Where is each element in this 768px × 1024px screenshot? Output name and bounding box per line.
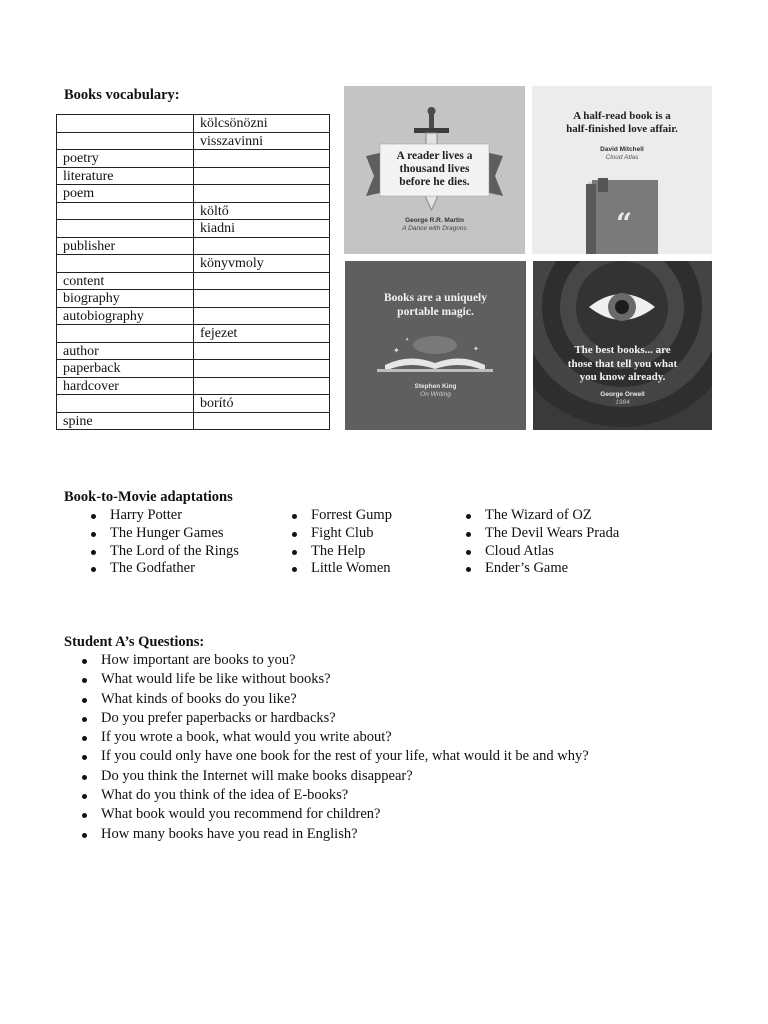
hungarian-cell bbox=[194, 290, 330, 308]
list-item: Harry Potter bbox=[91, 507, 239, 525]
quote-source: Cloud Atlas bbox=[605, 154, 639, 161]
list-item: The Lord of the Rings bbox=[91, 543, 239, 561]
hungarian-cell: költő bbox=[194, 202, 330, 220]
open-book-icon bbox=[345, 261, 526, 430]
quote-source: On Writing bbox=[420, 391, 451, 398]
question-item: How many books have you read in English? bbox=[82, 825, 589, 844]
quote-line-3: you know already. bbox=[579, 371, 666, 383]
adaptations-column-3 bbox=[466, 507, 619, 578]
english-cell bbox=[57, 132, 194, 150]
quote-line-2: those that tell you what bbox=[567, 357, 678, 370]
table-row bbox=[57, 255, 330, 273]
english-cell bbox=[57, 325, 194, 343]
table-row bbox=[57, 185, 330, 203]
question-item: How important are books to you? bbox=[82, 651, 589, 670]
table-row bbox=[57, 132, 330, 150]
list-item: The Devil Wears Prada bbox=[466, 525, 619, 543]
hungarian-cell bbox=[194, 342, 330, 360]
table-row bbox=[57, 115, 330, 133]
question-item: What do you think of the idea of E-books? bbox=[82, 786, 589, 805]
book-icon bbox=[532, 86, 712, 254]
list-item: The Godfather bbox=[91, 560, 239, 578]
table-row bbox=[57, 290, 330, 308]
english-cell bbox=[57, 115, 194, 133]
table-row bbox=[57, 237, 330, 255]
question-item: Do you think the Internet will make books disappear? bbox=[82, 767, 589, 786]
table-row bbox=[57, 167, 330, 185]
vocabulary-table bbox=[56, 114, 330, 430]
hungarian-cell: könyvmoly bbox=[194, 255, 330, 273]
quote-author: David Mitchell bbox=[600, 146, 644, 153]
question-item: If you could only have one book for the rest of your life, what would it be and why? bbox=[82, 747, 589, 766]
english-cell: poem bbox=[57, 185, 194, 203]
quote-author: George Orwell bbox=[600, 391, 645, 398]
english-cell: biography bbox=[57, 290, 194, 308]
list-item: Ender’s Game bbox=[466, 560, 619, 578]
hungarian-cell: kiadni bbox=[194, 220, 330, 238]
adaptations-column-1 bbox=[91, 507, 239, 578]
quote-line-1: A half-read book is a bbox=[573, 110, 671, 122]
table-row bbox=[57, 272, 330, 290]
svg-text:“: “ bbox=[615, 207, 633, 240]
english-cell: publisher bbox=[57, 237, 194, 255]
hungarian-cell bbox=[194, 237, 330, 255]
hungarian-cell bbox=[194, 360, 330, 378]
list-item: Fight Club bbox=[292, 525, 392, 543]
quote-card-mitchell bbox=[532, 86, 712, 254]
table-row bbox=[57, 360, 330, 378]
adaptations-title: Book-to-Movie adaptations bbox=[64, 489, 233, 505]
quote-line-1: A reader lives a bbox=[396, 150, 473, 162]
hungarian-cell: kölcsönözni bbox=[194, 115, 330, 133]
english-cell bbox=[57, 395, 194, 413]
english-cell: spine bbox=[57, 412, 194, 430]
questions-title: Student A’s Questions: bbox=[64, 634, 205, 650]
table-row bbox=[57, 325, 330, 343]
table-row bbox=[57, 412, 330, 430]
svg-text:✦: ✦ bbox=[393, 346, 400, 355]
english-cell bbox=[57, 255, 194, 273]
quote-source: 1984 bbox=[615, 399, 630, 406]
table-row bbox=[57, 342, 330, 360]
table-row bbox=[57, 202, 330, 220]
question-item: What kinds of books do you like? bbox=[82, 690, 589, 709]
list-item: The Hunger Games bbox=[91, 525, 239, 543]
quote-author: George R.R. Martin bbox=[405, 217, 464, 224]
english-cell bbox=[57, 202, 194, 220]
list-item: The Wizard of OZ bbox=[466, 507, 619, 525]
vocabulary-title: Books vocabulary: bbox=[64, 87, 180, 103]
english-cell: literature bbox=[57, 167, 194, 185]
list-item: Little Women bbox=[292, 560, 392, 578]
hungarian-cell bbox=[194, 412, 330, 430]
english-cell: paperback bbox=[57, 360, 194, 378]
quote-line-1: Books are a uniquely bbox=[384, 292, 487, 304]
english-cell: hardcover bbox=[57, 377, 194, 395]
quote-card-king bbox=[345, 261, 526, 430]
english-cell: author bbox=[57, 342, 194, 360]
quote-card-orwell bbox=[533, 261, 712, 430]
quote-card-martin bbox=[344, 86, 525, 254]
list-item: Cloud Atlas bbox=[466, 543, 619, 561]
questions-list bbox=[82, 651, 589, 844]
table-row bbox=[57, 377, 330, 395]
english-cell: autobiography bbox=[57, 307, 194, 325]
hungarian-cell: borító bbox=[194, 395, 330, 413]
quote-line-3: before he dies. bbox=[399, 176, 470, 188]
question-item: Do you prefer paperbacks or hardbacks? bbox=[82, 709, 589, 728]
quote-line-1: The best books... are bbox=[574, 344, 671, 356]
english-cell bbox=[57, 220, 194, 238]
list-item: The Help bbox=[292, 543, 392, 561]
hungarian-cell bbox=[194, 167, 330, 185]
table-row bbox=[57, 395, 330, 413]
quote-line-2: thousand lives bbox=[399, 163, 470, 175]
svg-text:✦: ✦ bbox=[405, 337, 410, 343]
list-item: Forrest Gump bbox=[292, 507, 392, 525]
english-cell: content bbox=[57, 272, 194, 290]
hungarian-cell bbox=[194, 150, 330, 168]
table-row bbox=[57, 150, 330, 168]
quote-line-2: half-finished love affair. bbox=[566, 123, 678, 135]
quote-author: Stephen King bbox=[414, 383, 457, 390]
table-row bbox=[57, 220, 330, 238]
english-cell: poetry bbox=[57, 150, 194, 168]
quote-source: A Dance with Dragons bbox=[402, 225, 467, 232]
question-item: What book would you recommend for children? bbox=[82, 805, 589, 824]
hungarian-cell: visszavinni bbox=[194, 132, 330, 150]
hungarian-cell bbox=[194, 185, 330, 203]
question-item: What would life be like without books? bbox=[82, 670, 589, 689]
hungarian-cell bbox=[194, 307, 330, 325]
hungarian-cell bbox=[194, 272, 330, 290]
hungarian-cell: fejezet bbox=[194, 325, 330, 343]
table-row bbox=[57, 307, 330, 325]
question-item: If you wrote a book, what would you write about? bbox=[82, 728, 589, 747]
svg-text:✦: ✦ bbox=[473, 345, 479, 353]
quote-line-2: portable magic. bbox=[397, 306, 474, 318]
adaptations-column-2 bbox=[292, 507, 392, 578]
hungarian-cell bbox=[194, 377, 330, 395]
